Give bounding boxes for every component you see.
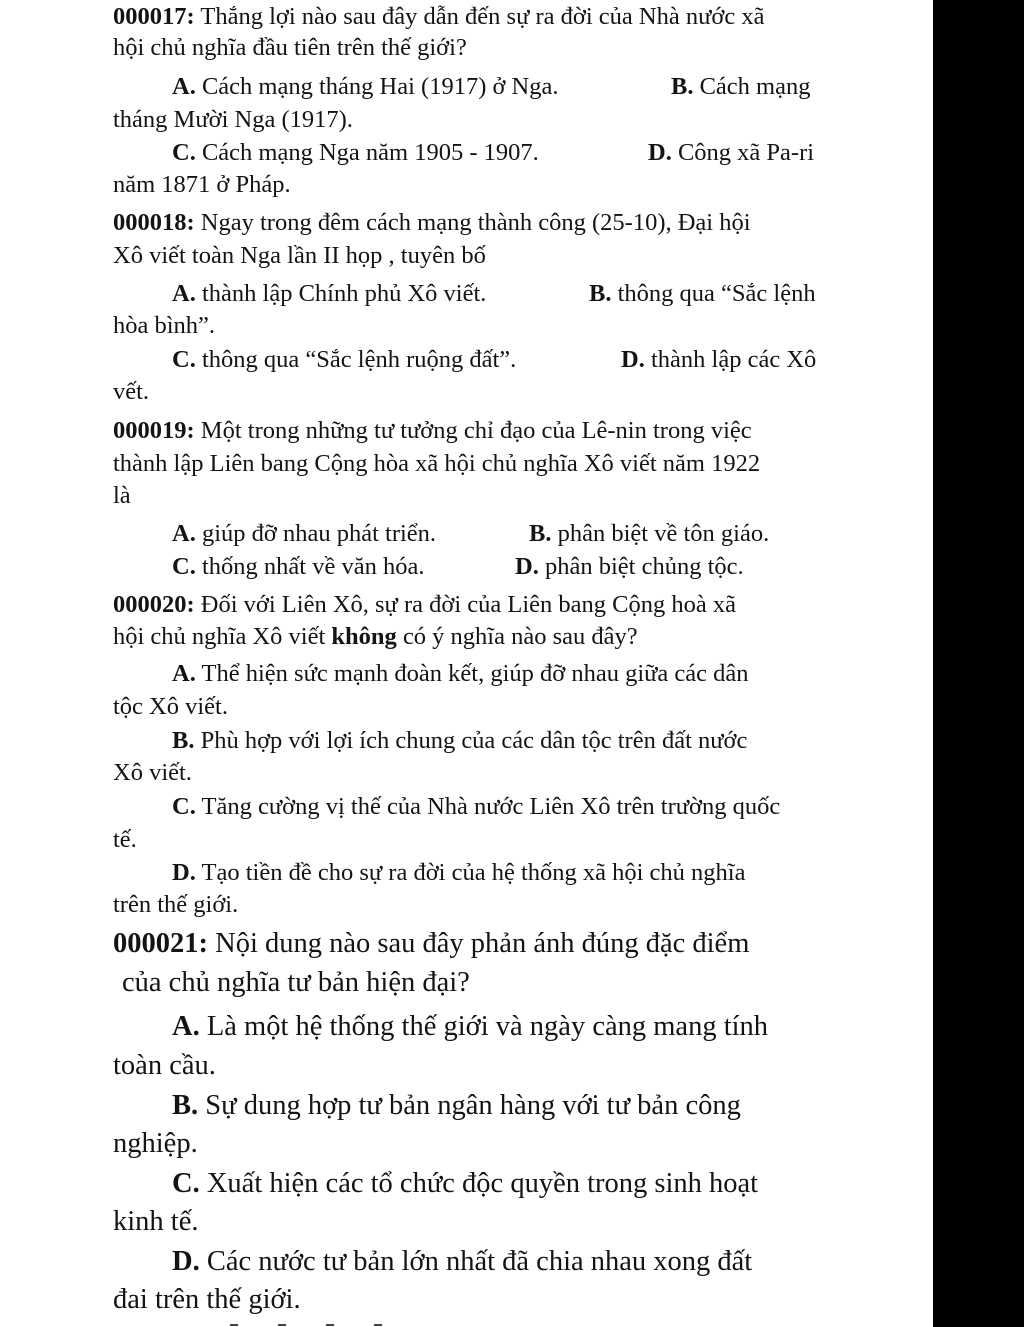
question-stem-cont: [113, 622, 638, 652]
option-text: Tăng cường vị thế của Nhà nước Liên Xô trên trường quốc: [201, 793, 781, 820]
option-b[interactable]: [172, 726, 747, 756]
question-number: 000020:: [113, 591, 195, 618]
option-letter: B.: [671, 73, 694, 100]
option-text: phân biệt chủng tộc.: [544, 553, 744, 580]
option-c[interactable]: [172, 552, 424, 582]
option-text: Là một hệ thống thế giới và ngày càng mang tính: [206, 1011, 769, 1042]
question-number: 000017:: [113, 3, 195, 30]
option-text: giúp đỡ nhau phát triển.: [201, 520, 437, 547]
question-stem-cont: là: [113, 482, 131, 509]
option-b[interactable]: [589, 279, 816, 309]
option-text: Công xã Pa-ri: [677, 139, 815, 166]
option-letter: A.: [172, 660, 196, 687]
option-text: thông qua “Sắc lệnh ruộng đất”.: [201, 346, 517, 373]
option-a[interactable]: [172, 279, 486, 309]
option-a[interactable]: [172, 519, 436, 549]
option-letter: D.: [172, 1246, 200, 1277]
question-stem-cont: Xô viết toàn Nga lần II họp , tuyên bố: [113, 242, 486, 269]
option-c-cont: tế.: [113, 826, 137, 853]
option-a-cont: tộc Xô viết.: [113, 693, 228, 720]
option-d-cont: năm 1871 ở Pháp.: [113, 171, 291, 198]
option-d[interactable]: [648, 138, 814, 168]
option-b-cont: nghiệp.: [113, 1128, 198, 1159]
option-text: thống nhất về văn hóa.: [201, 553, 425, 580]
option-a-cont: toàn cầu.: [113, 1050, 216, 1081]
option-letter: A.: [172, 520, 196, 547]
option-c[interactable]: [172, 1167, 758, 1201]
question-stem-text: Một trong những tư tưởng chỉ đạo của Lê-nin trong việc: [200, 417, 752, 444]
option-text: thành lập các Xô: [650, 346, 817, 373]
question-stem: [113, 416, 752, 446]
question-stem: [113, 2, 764, 32]
option-letter: B.: [589, 280, 612, 307]
option-text: phân biệt về tôn giáo.: [557, 520, 770, 547]
option-c[interactable]: [172, 792, 780, 822]
stem-text: có ý nghĩa nào sau đây?: [402, 623, 638, 650]
option-d-cont: vết.: [113, 378, 150, 405]
option-text: Phù hợp với lợi ích chung của các dân tộc trên đất nước: [200, 727, 748, 754]
emphasis-text: không: [331, 623, 397, 650]
option-b-cont: tháng Mười Nga (1917).: [113, 106, 353, 133]
question-number: 000018:: [113, 209, 195, 236]
option-b[interactable]: [671, 72, 811, 102]
option-letter: B.: [172, 727, 195, 754]
option-text: Cách mạng tháng Hai (1917) ở Nga.: [201, 73, 559, 100]
question-stem-cont: thành lập Liên bang Cộng hòa xã hội chủ nghĩa Xô viết năm 1922: [113, 450, 761, 477]
option-text: Cách mạng: [699, 73, 811, 100]
option-letter: C.: [172, 1168, 200, 1199]
option-text: Tạo tiền đề cho sự ra đời của hệ thống xã hội chủ nghĩa: [201, 859, 746, 886]
option-d[interactable]: [172, 858, 746, 888]
option-text: thông qua “Sắc lệnh: [617, 280, 816, 307]
question-stem-text: Thắng lợi nào sau đây dẫn đến sự ra đời của Nhà nước xã: [200, 3, 765, 30]
option-text: Cách mạng Nga năm 1905 - 1907.: [201, 139, 539, 166]
option-text: thành lập Chính phủ Xô viết.: [201, 280, 487, 307]
option-b-cont: hòa bình”.: [113, 312, 216, 339]
cut-off-text-fragment: [230, 1318, 440, 1327]
option-letter: C.: [172, 346, 196, 373]
option-letter: D.: [648, 139, 672, 166]
question-stem-text: Đối với Liên Xô, sự ra đời của Liên bang Cộng hoà xã: [200, 591, 736, 618]
option-c-cont: kinh tế.: [113, 1206, 199, 1237]
option-b[interactable]: [529, 519, 769, 549]
option-text: Xuất hiện các tổ chức độc quyền trong sinh hoạt: [206, 1168, 759, 1199]
option-d[interactable]: [172, 1245, 752, 1279]
question-stem: [113, 927, 749, 961]
option-a[interactable]: [172, 72, 559, 102]
question-stem-cont: của chủ nghĩa tư bản hiện đại?: [122, 967, 470, 998]
question-stem-cont: hội chủ nghĩa đầu tiên trên thế giới?: [113, 34, 467, 61]
option-c[interactable]: [172, 345, 516, 375]
option-a[interactable]: [172, 1010, 768, 1044]
option-letter: D.: [621, 346, 645, 373]
option-letter: D.: [515, 553, 539, 580]
option-b[interactable]: [172, 1089, 741, 1123]
question-number: 000019:: [113, 417, 195, 444]
option-d[interactable]: [621, 345, 816, 375]
option-d-cont: trên thế giới.: [113, 891, 239, 918]
option-a[interactable]: [172, 659, 749, 689]
option-letter: A.: [172, 1011, 200, 1042]
option-d-cont: đai trên thế giới.: [113, 1284, 301, 1315]
option-letter: A.: [172, 73, 196, 100]
option-letter: B.: [172, 1090, 199, 1121]
question-stem-text: Nội dung nào sau đây phản ánh đúng đặc điểm: [215, 928, 750, 959]
question-stem: [113, 208, 751, 238]
option-letter: C.: [172, 139, 196, 166]
option-c[interactable]: [172, 138, 539, 168]
question-stem: [113, 590, 736, 620]
question-stem-text: Ngay trong đêm cách mạng thành công (25-10), Đại hội: [200, 209, 751, 236]
option-text: Các nước tư bản lớn nhất đã chia nhau xong đất: [206, 1246, 753, 1277]
option-letter: A.: [172, 280, 196, 307]
option-letter: D.: [172, 859, 196, 886]
option-letter: B.: [529, 520, 552, 547]
option-letter: C.: [172, 793, 196, 820]
right-black-border: [933, 0, 1024, 1327]
option-text: Sự dung hợp tư bản ngân hàng với tư bản công: [205, 1090, 741, 1121]
stem-text: hội chủ nghĩa Xô viết: [113, 623, 326, 650]
option-text: Thể hiện sức mạnh đoàn kết, giúp đỡ nhau giữa các dân: [201, 660, 749, 687]
option-letter: C.: [172, 553, 196, 580]
option-b-cont: Xô viết.: [113, 759, 192, 786]
option-d[interactable]: [515, 552, 744, 582]
question-number: 000021:: [113, 928, 208, 959]
